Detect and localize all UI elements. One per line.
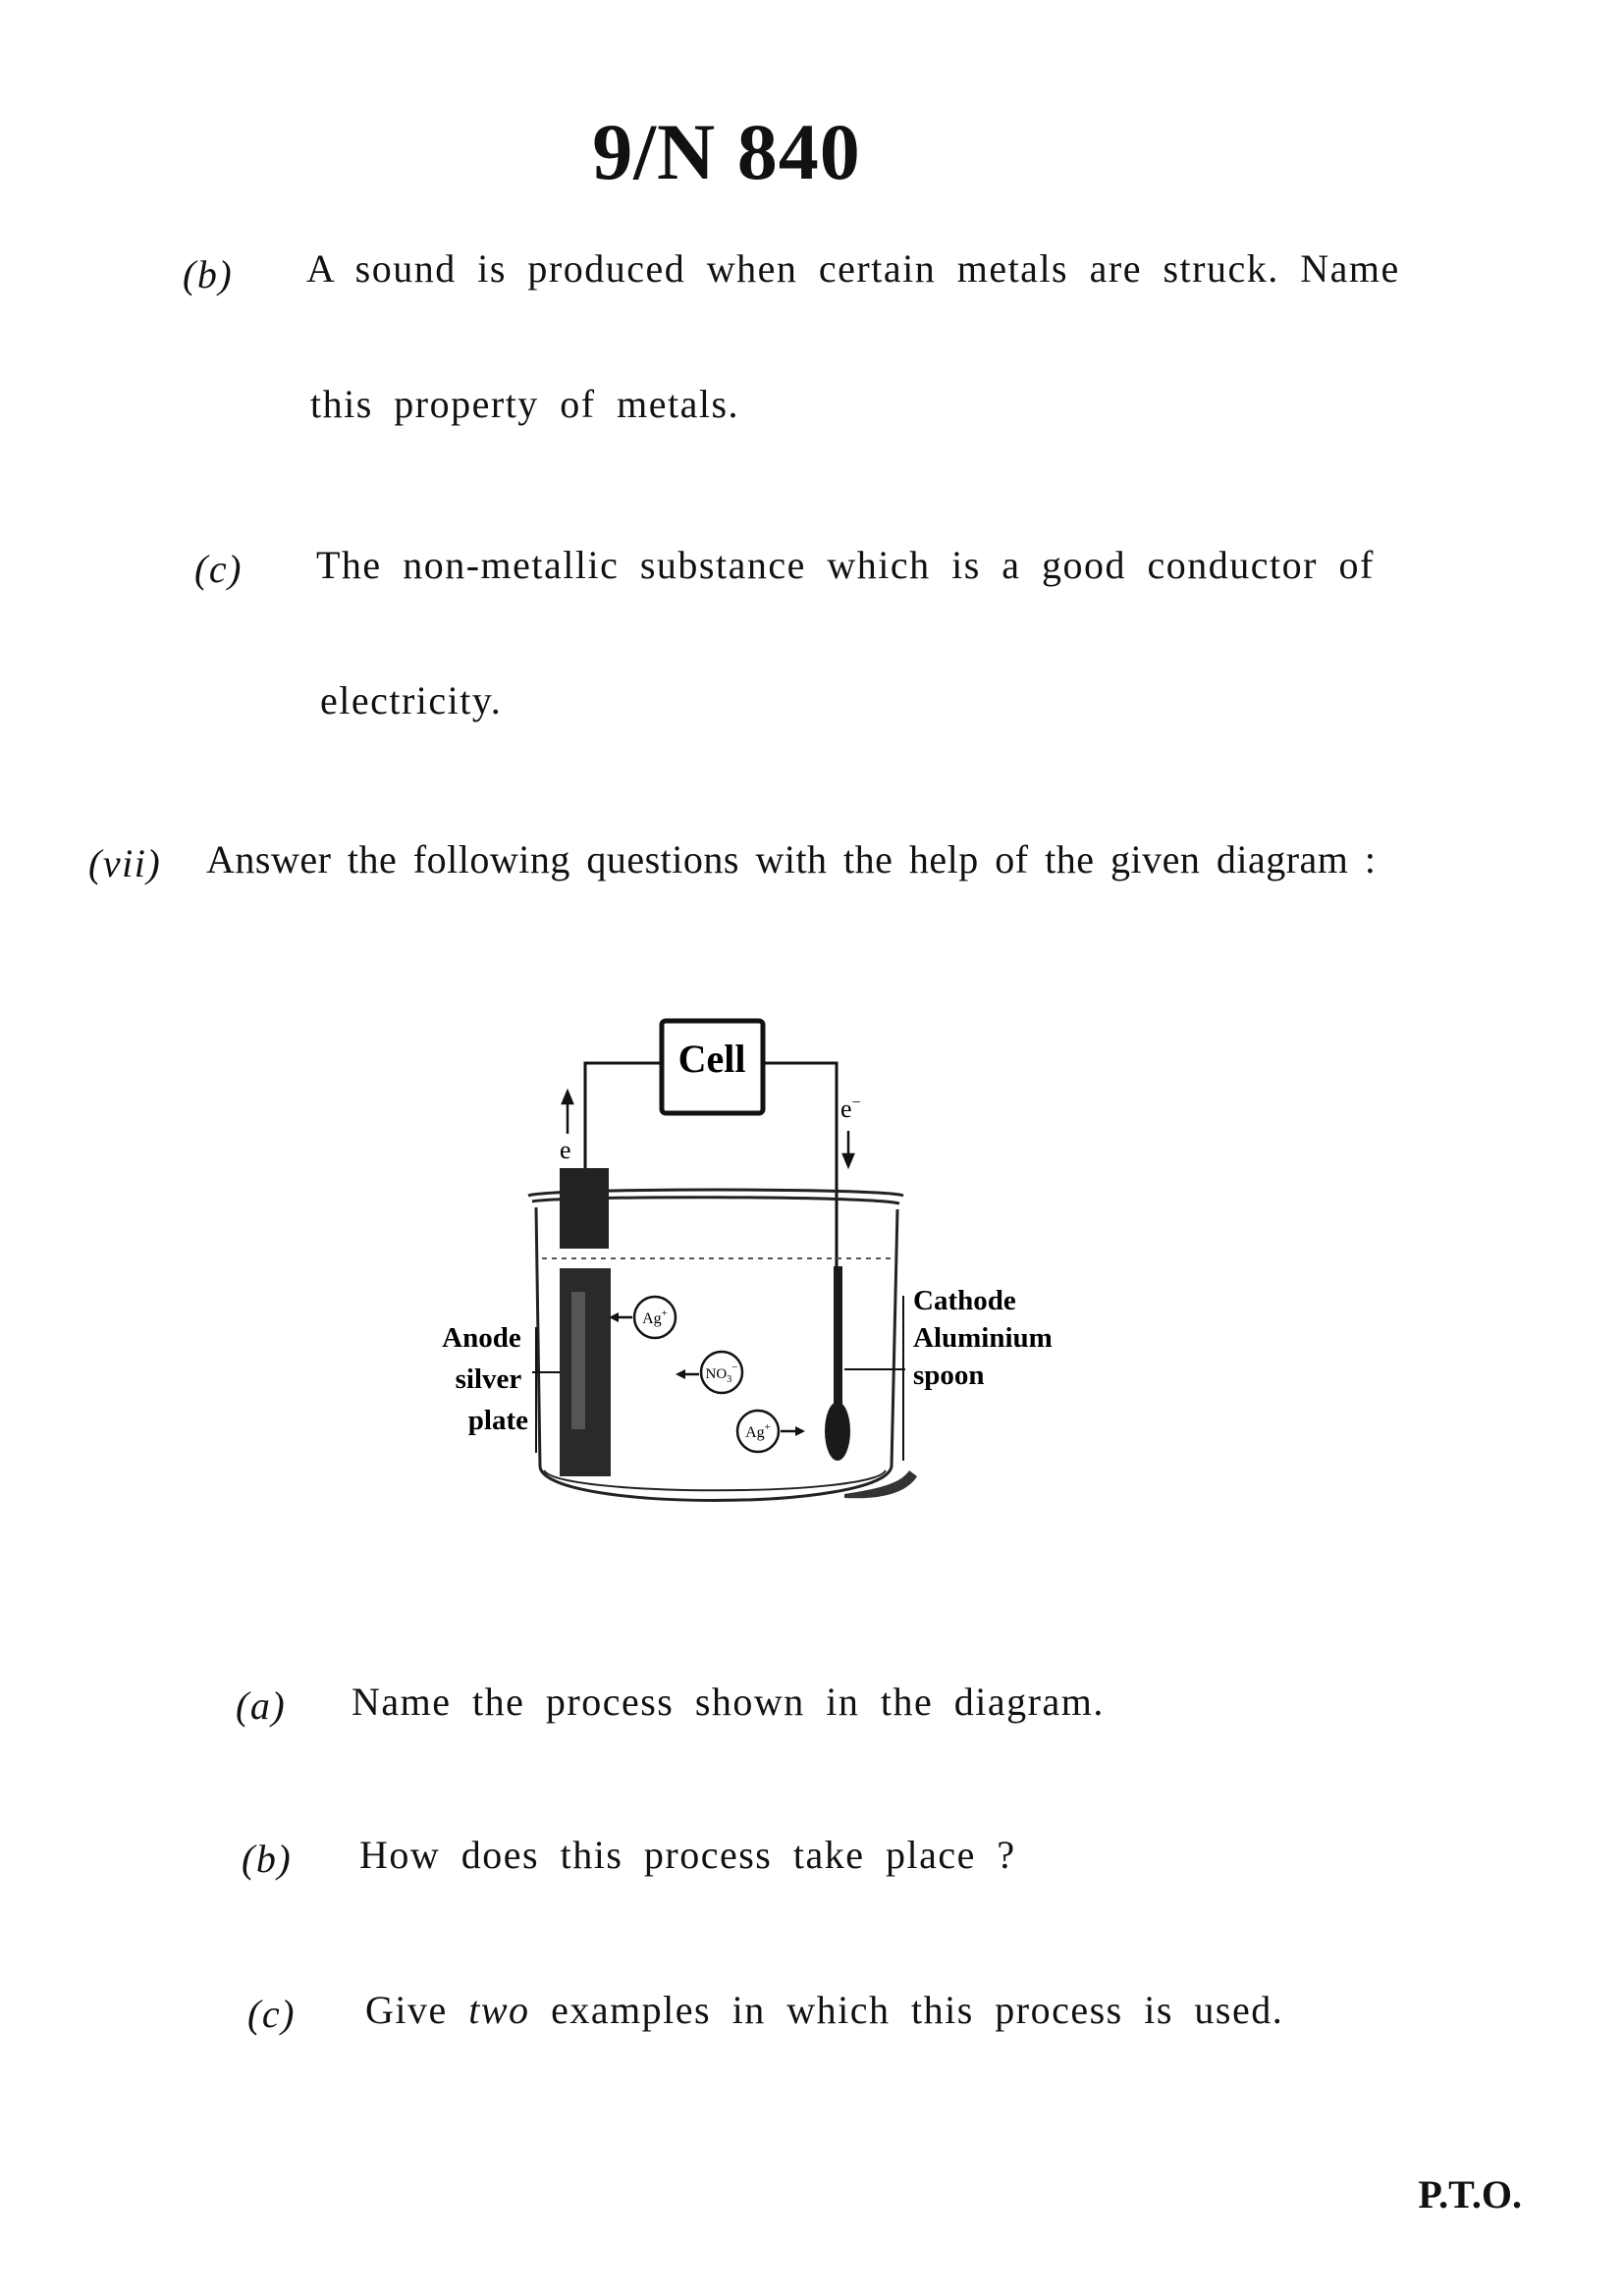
subquestion-label-c: (c) [247,1992,296,2036]
subquestion-label-b: (b) [242,1837,293,1881]
svg-text:Ag+: Ag+ [745,1421,771,1441]
question-b-line1: A sound is produced when certain metals are struck. Name [306,246,1400,291]
ion-nitrate [676,1352,742,1393]
page-turn-over: P.T.O. [1418,2172,1522,2216]
question-c-line2: electricity. [320,678,503,722]
svg-text:NO3−: $NO_3^-$ [705,1362,738,1385]
question-b-line2: this property of metals. [310,382,740,426]
subquestion-a-text: Name the process shown in the diagram. [352,1680,1105,1724]
subquestion-b-text: How does this process take place ? [359,1833,1016,1877]
electroplating-diagram [422,1001,1110,1531]
anode-plate-top [560,1168,609,1249]
question-label-vii: (vii) [88,841,162,885]
cathode-spoon [825,1266,850,1461]
paper-code: 9/N 840 [592,107,861,196]
electron-label-right: e− [840,1095,861,1123]
svg-text:Ag+: Ag+ [642,1308,668,1327]
ion-ag-1 [609,1297,676,1338]
subquestion-label-a: (a) [236,1683,287,1728]
subquestion-c-text: Give two examples in which this process is used. [365,1988,1284,2032]
electron-label-left: e [560,1136,571,1164]
question-label-b: (b) [183,252,234,296]
cathode-label: Cathode Aluminium spoon [913,1285,1053,1391]
cell-label: Cell [677,1037,746,1081]
question-label-c: (c) [194,547,243,591]
anode-plate-texture [571,1292,585,1429]
question-c-line1: The non-metallic substance which is a good conductor of [316,543,1375,587]
question-vii-text: Answer the following questions with the help of the given diagram : [206,837,1377,881]
ion-ag-2 [737,1411,805,1452]
anode-label: Anode silver plate [442,1322,528,1436]
